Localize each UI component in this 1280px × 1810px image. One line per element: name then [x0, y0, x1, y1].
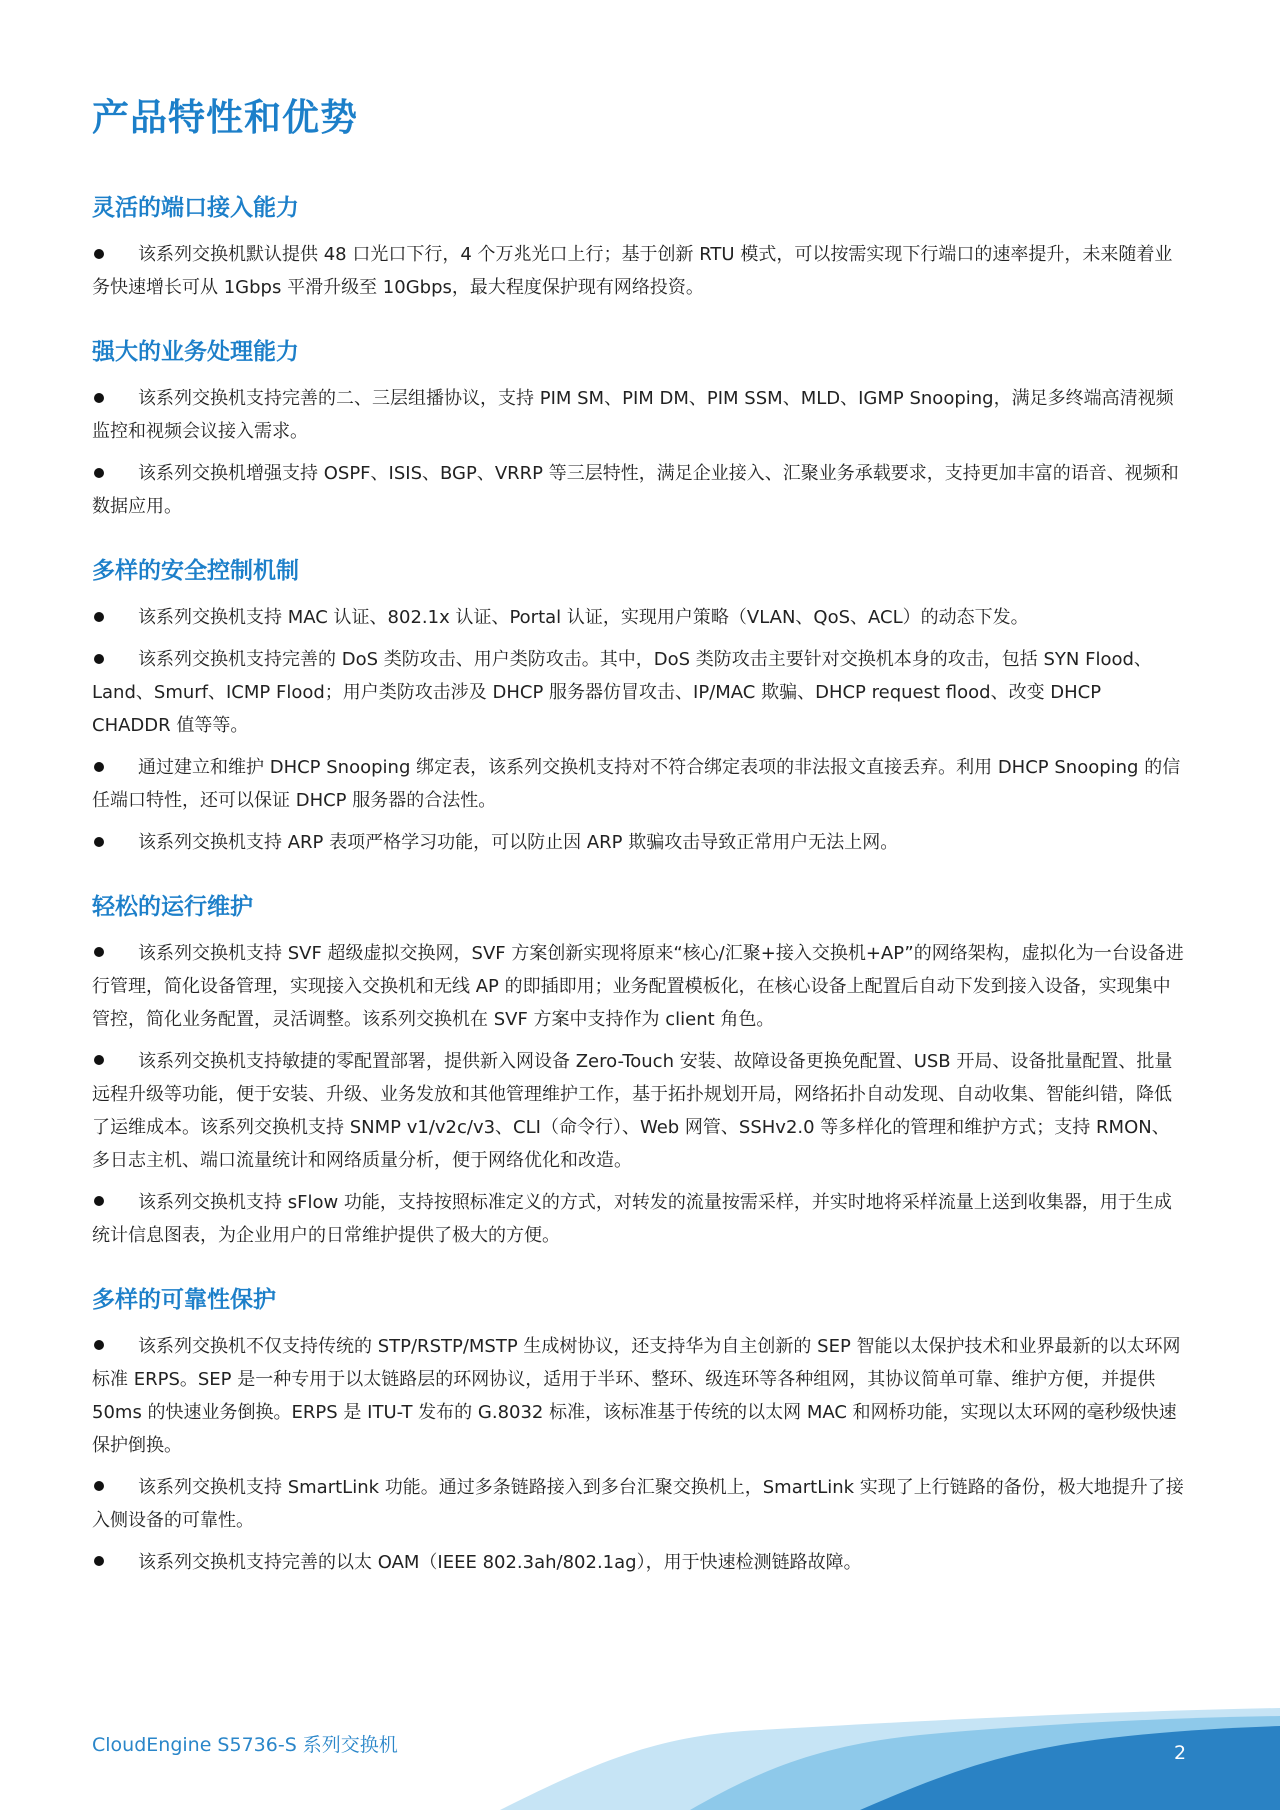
bullet-text: 该系列交换机支持 sFlow 功能，支持按照标准定义的方式，对转发的流量按需采样，并实时地将采样流量上送到收集器，用于生成统计信息图表，为企业用户的日常维护提供了极大的方便。	[92, 1191, 1172, 1246]
section-title: 轻松的运行维护	[92, 894, 253, 921]
bullet-item	[92, 826, 1184, 859]
bullet-item	[92, 1546, 1184, 1579]
bullet-icon	[94, 612, 104, 622]
bullet-icon	[94, 762, 104, 772]
bullet-text: 该系列交换机支持完善的二、三层组播协议，支持 PIM SM、PIM DM、PIM SSM、MLD、IGMP Snooping，满足多终端高清视频监控和视频会议接入需求。	[92, 388, 1174, 443]
section-title: 灵活的端口接入能力	[92, 195, 299, 222]
page-content	[92, 96, 1184, 1613]
bullet-icon	[94, 468, 104, 478]
bullet-text: 该系列交换机支持敏捷的零配置部署，提供新入网设备 Zero-Touch 安装、故障设备更换免配置、USB 开局、设备批量配置、批量远程升级等功能，便于安装、升级、业务发放和其他管理维护工作，基于拓扑规划开局，网络拓扑自动发现、自动收集、智能纠错，降低了运维成本。该系列交换机支持 SNMP v1/v2c/v3、CLI（命令行）、Web 网管、SSHv2.0 等多样化的管理和维护方式；支持 RMON、多日志主机、端口流量统计和网络质量分析，便于网络优化和改造。	[92, 1050, 1173, 1171]
bullet-text: 通过建立和维护 DHCP Snooping 绑定表，该系列交换机支持对不符合绑定表项的非法报文直接丢弃。利用 DHCP Snooping 的信任端口特性，还可以保证 DHCP 服务器的合法性。	[92, 757, 1181, 812]
section-title: 多样的可靠性保护	[92, 1286, 276, 1313]
section-title: 强大的业务处理能力	[92, 339, 299, 366]
bullet-item	[92, 751, 1184, 817]
bullet-item	[92, 1186, 1184, 1252]
bullet-item	[92, 1471, 1184, 1537]
bullet-icon	[94, 1196, 104, 1206]
bullet-text: 该系列交换机支持完善的以太 OAM（IEEE 802.3ah/802.1ag），用于快速检测链路故障。	[138, 1551, 862, 1573]
bullet-text: 该系列交换机支持 SmartLink 功能。通过多条链路接入到多台汇聚交换机上，SmartLink 实现了上行链路的备份，极大地提升了接入侧设备的可靠性。	[92, 1476, 1184, 1531]
bullet-text: 该系列交换机支持 MAC 认证、802.1x 认证、Portal 认证，实现用户策略（VLAN、QoS、ACL）的动态下发。	[138, 607, 1029, 629]
page-number: 2	[1174, 1742, 1187, 1764]
bullet-icon	[94, 249, 104, 259]
bullet-text: 该系列交换机支持完善的 DoS 类防攻击、用户类防攻击。其中，DoS 类防攻击主要针对交换机本身的攻击，包括 SYN Flood、Land、Smurf、ICMP Flood；用户类防攻击涉及 DHCP 服务器仿冒攻击、IP/MAC 欺骗、DHCP request flood、改变 DHCP CHADDR 值等等。	[92, 649, 1152, 737]
bullet-icon	[94, 837, 104, 847]
bullet-item	[92, 457, 1184, 523]
bullet-item	[92, 238, 1184, 304]
bullet-icon	[94, 654, 104, 664]
bullet-item	[92, 382, 1184, 448]
page-footer	[0, 1700, 1280, 1810]
bullet-icon	[94, 393, 104, 403]
bullet-text: 该系列交换机支持 ARP 表项严格学习功能，可以防止因 ARP 欺骗攻击导致正常用户无法上网。	[138, 832, 899, 854]
bullet-icon	[94, 947, 104, 957]
bullet-text: 该系列交换机支持 SVF 超级虚拟交换网，SVF 方案创新实现将原来“核心/汇聚+接入交换机+AP”的网络架构，虚拟化为一台设备进行管理，简化设备管理，实现接入交换机和无线 AP 的即插即用；业务配置模板化，在核心设备上配置后自动下发到接入设备，实现集中管控，简化业务配置，灵活调整。该系列交换机在 SVF 方案中支持作为 client 角色。	[92, 942, 1184, 1030]
page-title: 产品特性和优势	[92, 96, 358, 139]
section-operation-maintenance	[92, 893, 1184, 1252]
bullet-icon	[94, 1340, 104, 1350]
bullet-text: 该系列交换机不仅支持传统的 STP/RSTP/MSTP 生成树协议，还支持华为自主创新的 SEP 智能以太保护技术和业界最新的以太环网标准 ERPS。SEP 是一种专用于以太链路层的环网协议，适用于半环、整环、级连环等各种组网，其协议简单可靠、维护方便，并提供 50ms 的快速业务倒换。ERPS 是 ITU-T 发布的 G.8032 标准，该标准基于传统的以太网 MAC 和网桥功能，实现以太环网的毫秒级快速保护倒换。	[92, 1335, 1181, 1456]
bullet-item	[92, 643, 1184, 742]
bullet-text: 该系列交换机增强支持 OSPF、ISIS、BGP、VRRP 等三层特性，满足企业接入、汇聚业务承载要求，支持更加丰富的语音、视频和数据应用。	[92, 463, 1179, 518]
bullet-icon	[94, 1055, 104, 1065]
section-title: 多样的安全控制机制	[92, 558, 299, 585]
bullet-item	[92, 1045, 1184, 1177]
bullet-text: 该系列交换机默认提供 48 口光口下行，4 个万兆光口上行；基于创新 RTU 模式，可以按需实现下行端口的速率提升，未来随着业务快速增长可从 1Gbps 平滑升级至 10Gbps，最大程度保护现有网络投资。	[92, 244, 1173, 299]
section-service-processing	[92, 338, 1184, 523]
section-security-control	[92, 557, 1184, 859]
section-reliability	[92, 1286, 1184, 1579]
bullet-icon	[94, 1556, 104, 1566]
bullet-item	[92, 937, 1184, 1036]
bullet-item	[92, 601, 1184, 634]
bullet-item	[92, 1330, 1184, 1462]
section-port-access	[92, 194, 1184, 304]
footer-product-name: CloudEngine S5736-S 系列交换机	[92, 1734, 398, 1756]
bullet-icon	[94, 1481, 104, 1491]
